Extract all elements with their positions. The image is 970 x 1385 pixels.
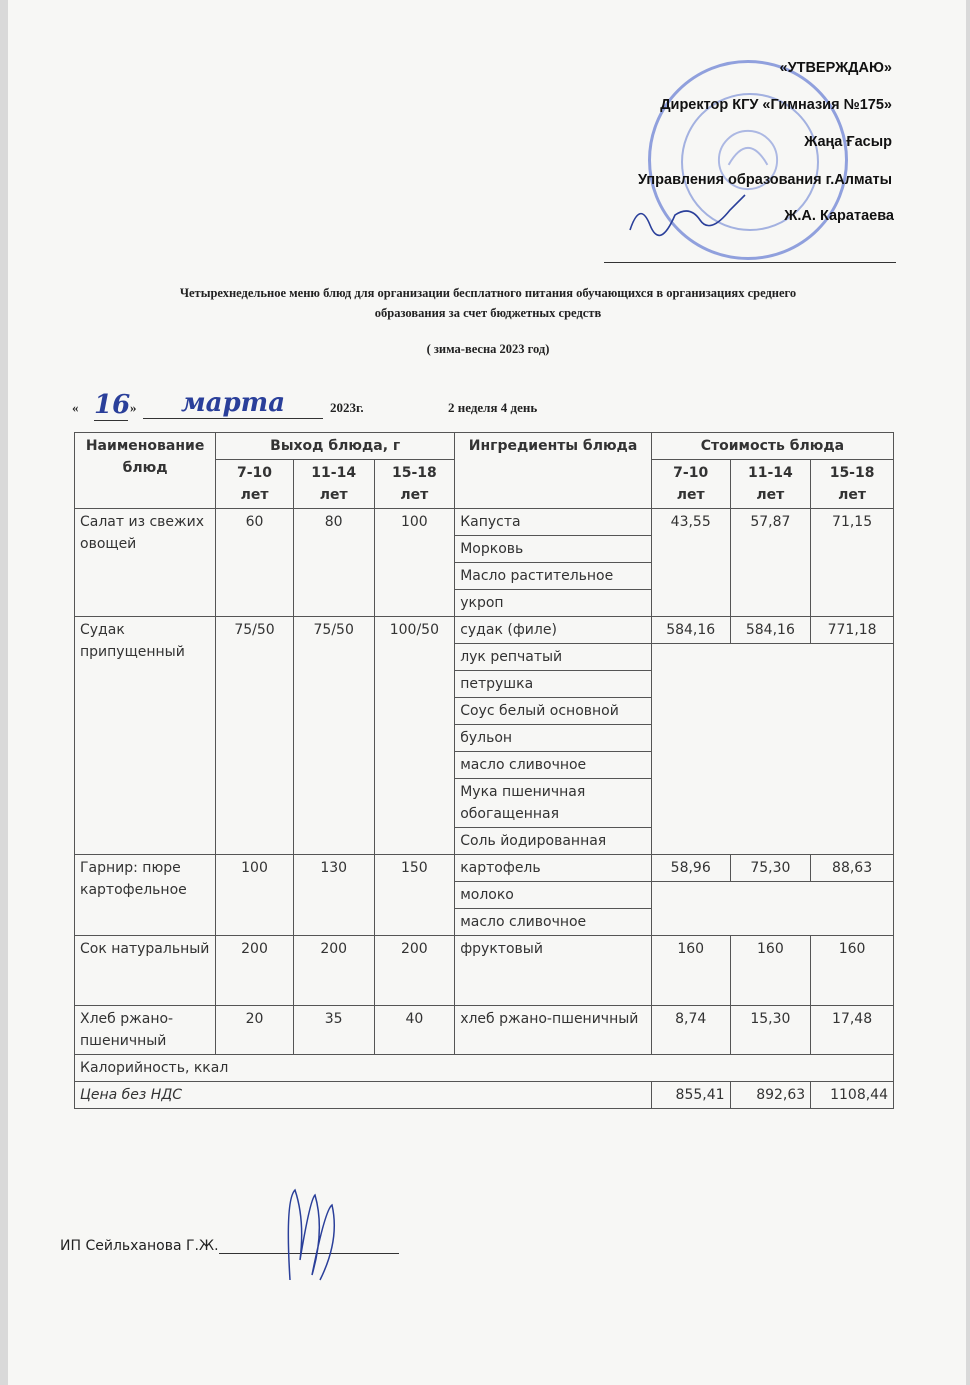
ingredient: хлеб ржано-пшеничный [455, 1006, 652, 1055]
age-group: 15-18 лет [811, 460, 894, 509]
dish-output: 100 [216, 855, 294, 936]
price-label: Цена без НДС [75, 1082, 652, 1109]
ingredient: Капуста [455, 509, 652, 536]
dish-output: 75/50 [293, 617, 374, 855]
doc-title-line2: образования за счет бюджетных средств [374, 306, 602, 320]
signatory-name: ИП Сейльханова Г.Ж. [60, 1238, 219, 1254]
approval-name: Ж.А. Каратаева [784, 208, 894, 224]
dish-output: 100 [374, 509, 455, 617]
header-output: Выход блюда, г [216, 433, 455, 460]
header-dish-name: Наименование блюд [75, 433, 216, 509]
ingredient: Соус белый основной [455, 698, 652, 725]
age-group: 11-14 лет [293, 460, 374, 509]
empty-cost-cell [651, 882, 893, 936]
approval-heading: «УТВЕРЖДАЮ» [779, 60, 892, 76]
dish-output: 75/50 [216, 617, 294, 855]
age-group: 15-18 лет [374, 460, 455, 509]
approval-rule [604, 262, 896, 263]
doc-season: ( зима-весна 2023 год) [426, 342, 550, 356]
age-group: 11-14 лет [730, 460, 811, 509]
date-open-quote: « [72, 400, 79, 415]
date-close-quote: » [130, 400, 137, 415]
approval-department: Управления образования г.Алматы [637, 172, 892, 188]
dish-cost: 88,63 [811, 855, 894, 882]
dish-output: 40 [374, 1006, 455, 1055]
dish-output: 100/50 [374, 617, 455, 855]
dish-cost: 771,18 [811, 617, 894, 644]
director-signature [620, 190, 760, 250]
doc-title-line1: Четырехнедельное меню блюд для организации бесплатного питания обучающихся в организациях среднего [179, 286, 797, 300]
header-ingredients: Ингредиенты блюда [455, 433, 652, 509]
calories-label: Калорийность, ккал [75, 1055, 894, 1082]
ingredient: лук репчатый [455, 644, 652, 671]
date-month: марта [143, 388, 323, 419]
dish-cost: 75,30 [730, 855, 811, 882]
dish-output: 150 [374, 855, 455, 936]
ingredient: бульон [455, 725, 652, 752]
dish-name: Гарнир: пюре картофельное [75, 855, 216, 936]
dish-output: 80 [293, 509, 374, 617]
dish-cost: 584,16 [651, 617, 730, 644]
approval-school: Жаңа Ғасыр [804, 134, 892, 150]
dish-cost: 17,48 [811, 1006, 894, 1055]
table-row [75, 617, 894, 644]
ingredient: Масло растительное [455, 563, 652, 590]
ingredient: судак (филе) [455, 617, 652, 644]
ingredient: молоко [455, 882, 652, 909]
menu-table [74, 432, 894, 1109]
age-group: 7-10 лет [216, 460, 294, 509]
date-day: 16 [94, 390, 131, 420]
ingredient: укроп [455, 590, 652, 617]
dish-name: Хлеб ржано-пшеничный [75, 1006, 216, 1055]
dish-name: Салат из свежих овощей [75, 509, 216, 617]
dish-cost: 57,87 [730, 509, 811, 617]
ingredient: картофель [455, 855, 652, 882]
document-page [8, 0, 966, 1385]
ingredient: масло сливочное [455, 752, 652, 779]
dish-cost: 160 [811, 936, 894, 1006]
dish-cost: 584,16 [730, 617, 811, 644]
dish-cost: 160 [651, 936, 730, 1006]
table-row [75, 509, 894, 536]
calories-row [75, 1055, 894, 1082]
dish-output: 130 [293, 855, 374, 936]
total-price: 892,63 [730, 1082, 811, 1109]
dish-name: Сок натуральный [75, 936, 216, 1006]
ingredient: фруктовый [455, 936, 652, 1006]
ingredient: Соль йодированная [455, 828, 652, 855]
ingredient: Морковь [455, 536, 652, 563]
age-group: 7-10 лет [651, 460, 730, 509]
table-row [75, 936, 894, 1006]
week-day: 2 неделя 4 день [448, 400, 538, 415]
dish-output: 20 [216, 1006, 294, 1055]
dish-output: 200 [216, 936, 294, 1006]
empty-cost-cell [651, 644, 893, 855]
dish-name: Судак припущенный [75, 617, 216, 855]
date-year: 2023г. [330, 400, 364, 415]
dish-output: 200 [374, 936, 455, 1006]
dish-output: 200 [293, 936, 374, 1006]
dish-cost: 15,30 [730, 1006, 811, 1055]
approval-director: Директор КГУ «Гимназия №175» [660, 97, 892, 113]
ingredient: петрушка [455, 671, 652, 698]
dish-output: 60 [216, 509, 294, 617]
ingredient: масло сливочное [455, 909, 652, 936]
dish-cost: 160 [730, 936, 811, 1006]
header-cost: Стоимость блюда [651, 433, 893, 460]
table-row [75, 1006, 894, 1055]
dish-cost: 58,96 [651, 855, 730, 882]
total-price: 855,41 [651, 1082, 730, 1109]
dish-output: 35 [293, 1006, 374, 1055]
ingredient: Мука пшеничная обогащенная [455, 779, 652, 828]
total-price: 1108,44 [811, 1082, 894, 1109]
dish-cost: 8,74 [651, 1006, 730, 1055]
dish-cost: 71,15 [811, 509, 894, 617]
dish-cost: 43,55 [651, 509, 730, 617]
price-row [75, 1082, 894, 1109]
supplier-signature [270, 1180, 350, 1290]
table-row [75, 855, 894, 882]
